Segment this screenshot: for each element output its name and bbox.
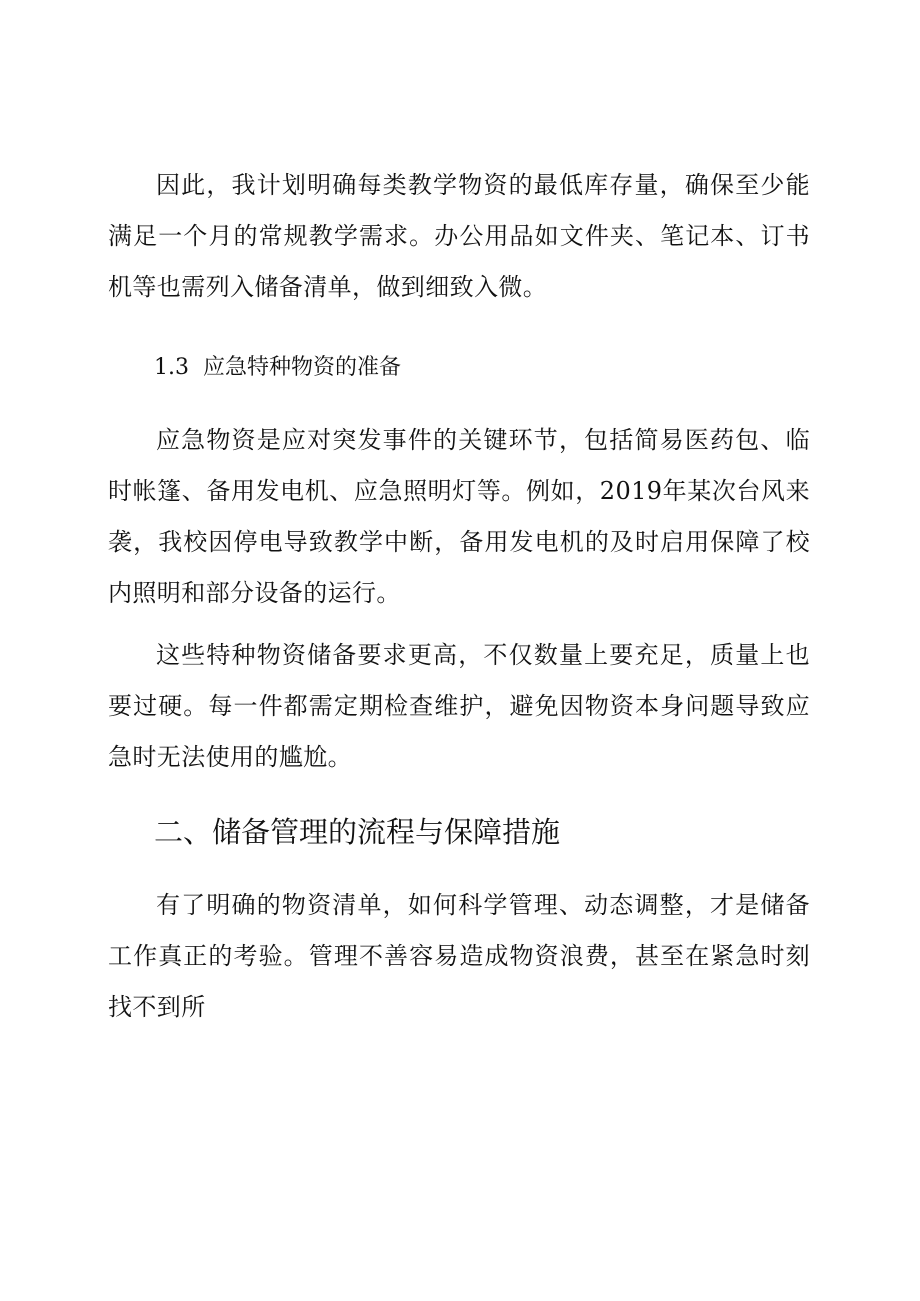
- section-heading: 二、储备管理的流程与保障措施: [154, 815, 561, 849]
- paragraph-4: 有了明确的物资清单，如何科学管理、动态调整，才是储备工作真正的考验。管理不善容易造成物资浪费，甚至在紧急时刻找不到所: [108, 891, 810, 1021]
- subsection-number: 1.3: [154, 355, 189, 380]
- paragraph-block-4: [108, 880, 810, 1033]
- section-heading-block: [108, 810, 810, 854]
- paragraph-block-2: [108, 415, 810, 619]
- paragraph-2: 应急物资是应对突发事件的关键环节，包括简易医药包、临时帐篷、备用发电机、应急照明灯等。例如，2019年某次台风来袭，我校因停电导致教学中断，备用发电机的及时启用保障了校内照明和部分设备的运行。: [108, 426, 810, 607]
- subsection-heading-block: [108, 348, 810, 388]
- paragraph-1: 因此，我计划明确每类教学物资的最低库存量，确保至少能满足一个月的常规教学需求。办公用品如文件夹、笔记本、订书机等也需列入储备清单，做到细致入微。: [108, 171, 810, 301]
- subsection-title: 应急特种物资的准备: [203, 355, 402, 380]
- subsection-heading: [108, 348, 810, 388]
- paragraph-block-3: [108, 630, 810, 783]
- paragraph-block-1: [108, 160, 810, 313]
- paragraph-3: 这些特种物资储备要求更高，不仅数量上要充足，质量上也要过硬。每一件都需定期检查维护，避免因物资本身问题导致应急时无法使用的尴尬。: [108, 641, 810, 771]
